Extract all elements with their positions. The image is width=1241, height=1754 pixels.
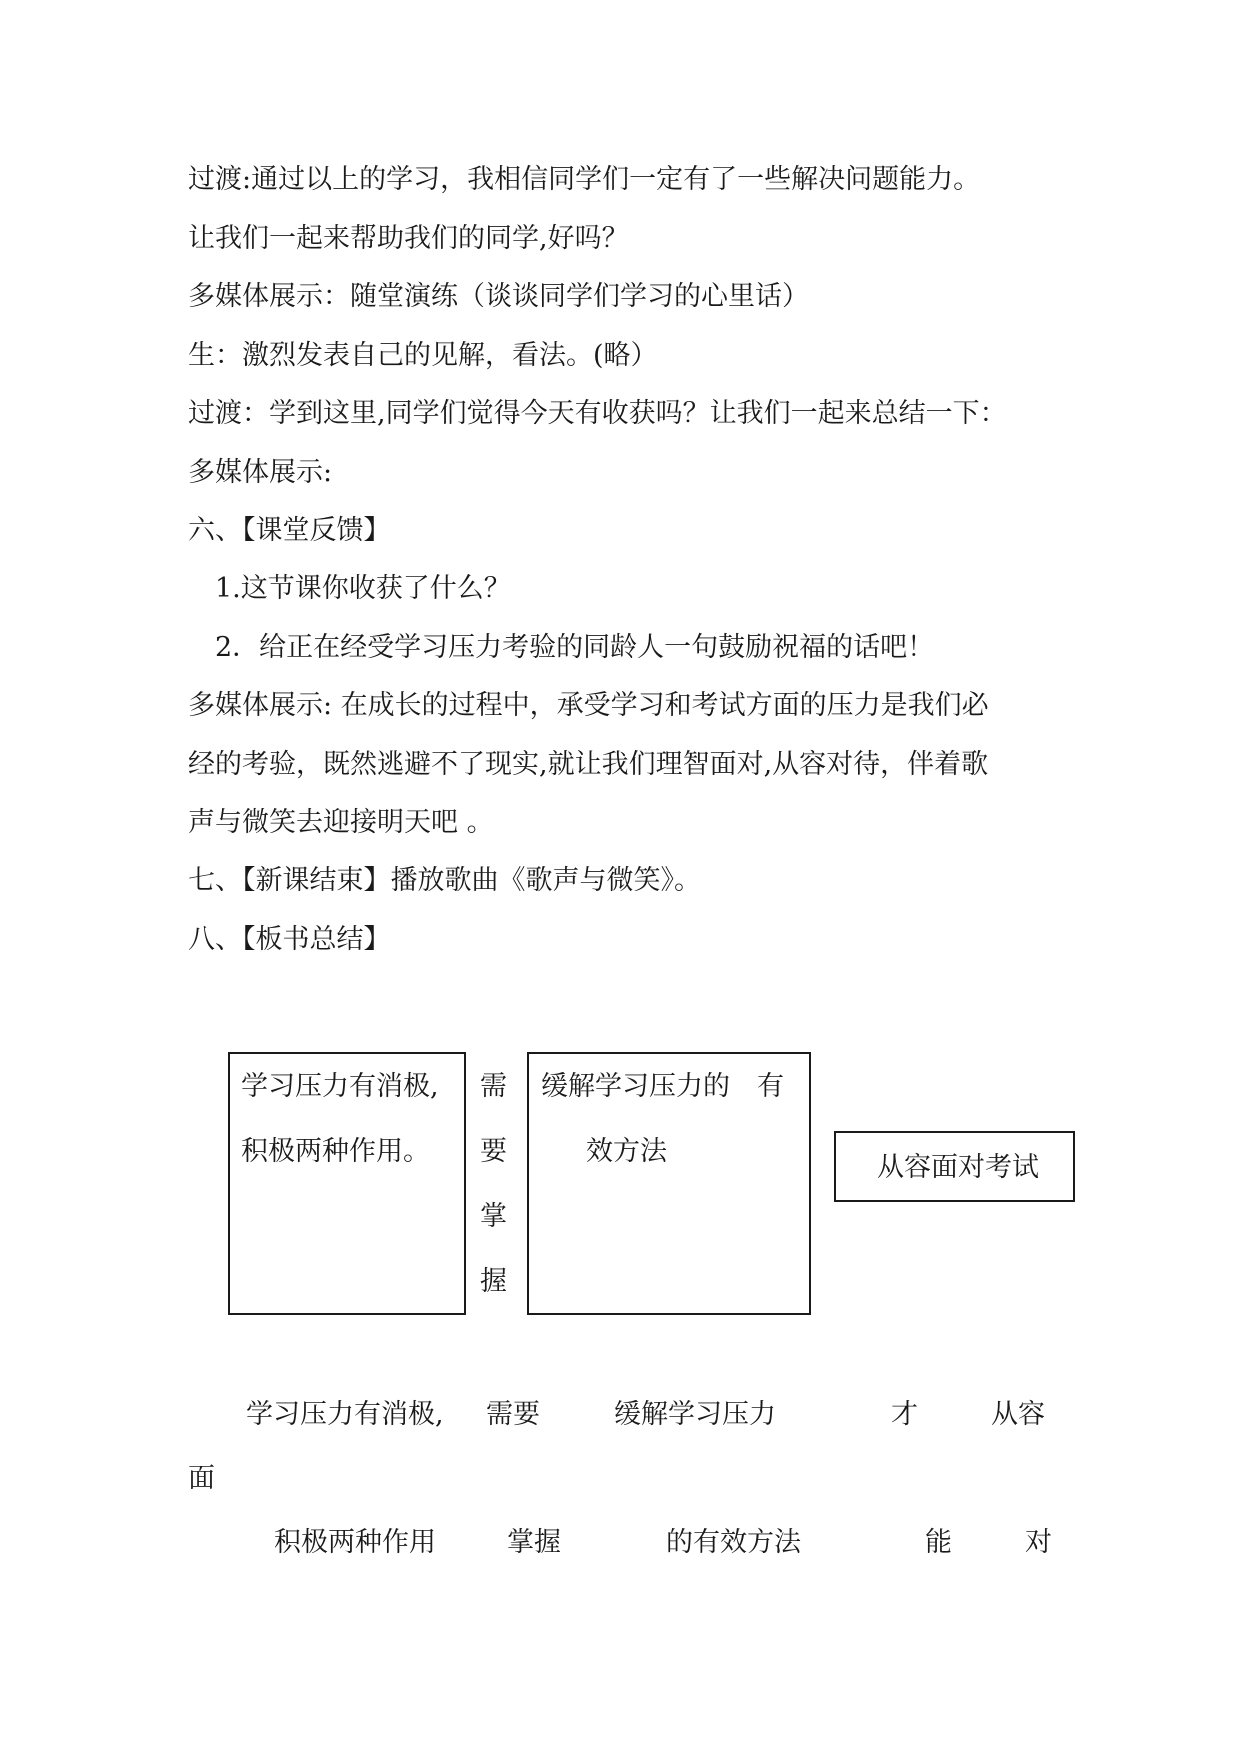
feedback-item-1: 1.这节课你收获了什么？ bbox=[215, 573, 511, 604]
feedback-item-2: 2．给正在经受学习压力考验的同龄人一句鼓励祝福的话吧！ bbox=[215, 632, 935, 663]
connector-char-3: 掌 bbox=[480, 1201, 507, 1232]
text-line-11: 经的考验，既然逃避不了现实,就让我们理智面对,从容对待，伴着歌 bbox=[188, 749, 989, 780]
bottom-row1-col2: 需要 bbox=[486, 1399, 540, 1430]
summary-box-3-text: 从容面对考试 bbox=[877, 1152, 1039, 1183]
section-heading-6: 六、【课堂反馈】 bbox=[188, 515, 391, 546]
connector-char-4: 握 bbox=[480, 1266, 507, 1297]
text-line-10: 多媒体展示: 在成长的过程中，承受学习和考试方面的压力是我们必 bbox=[188, 690, 989, 721]
summary-box-1-line-1: 学习压力有消极, bbox=[241, 1071, 439, 1102]
bottom-row1-wrap: 面 bbox=[188, 1463, 215, 1494]
text-line-3: 多媒体展示：随堂演练（谈谈同学们学习的心里话） bbox=[188, 281, 809, 312]
bottom-row2-col5: 对 bbox=[1025, 1527, 1052, 1558]
bottom-row1-col5: 从容 bbox=[991, 1399, 1045, 1430]
bottom-row1-col4: 才 bbox=[891, 1399, 918, 1430]
section-heading-7: 七、【新课结束】播放歌曲《歌声与微笑》。 bbox=[188, 865, 701, 896]
summary-box-2-line-2: 效方法 bbox=[586, 1136, 667, 1167]
bottom-row2-col4: 能 bbox=[925, 1527, 952, 1558]
connector-char-2: 要 bbox=[480, 1136, 507, 1167]
text-line-1: 过渡:通过以上的学习，我相信同学们一定有了一些解决问题能力。 bbox=[188, 164, 981, 195]
text-line-4: 生：激烈发表自己的见解，看法。(略） bbox=[188, 340, 658, 371]
summary-box-1-line-2: 积极两种作用。 bbox=[241, 1136, 430, 1167]
text-line-5: 过渡：学到这里,同学们觉得今天有收获吗？让我们一起来总结一下： bbox=[188, 398, 1007, 429]
bottom-row2-col2: 掌握 bbox=[507, 1527, 561, 1558]
summary-box-2-line-1: 缓解学习压力的 有 bbox=[541, 1071, 784, 1102]
bottom-row2-col3: 的有效方法 bbox=[666, 1527, 801, 1558]
section-heading-8: 八、【板书总结】 bbox=[188, 924, 391, 955]
text-line-6: 多媒体展示: bbox=[188, 457, 333, 488]
text-line-12: 声与微笑去迎接明天吧 。 bbox=[188, 807, 494, 838]
bottom-row1-col3: 缓解学习压力 bbox=[614, 1399, 776, 1430]
text-line-2: 让我们一起来帮助我们的同学,好吗？ bbox=[188, 223, 629, 254]
connector-char-1: 需 bbox=[480, 1071, 507, 1102]
bottom-row2-col1: 积极两种作用 bbox=[274, 1527, 436, 1558]
bottom-row1-col1: 学习压力有消极, bbox=[246, 1399, 444, 1430]
